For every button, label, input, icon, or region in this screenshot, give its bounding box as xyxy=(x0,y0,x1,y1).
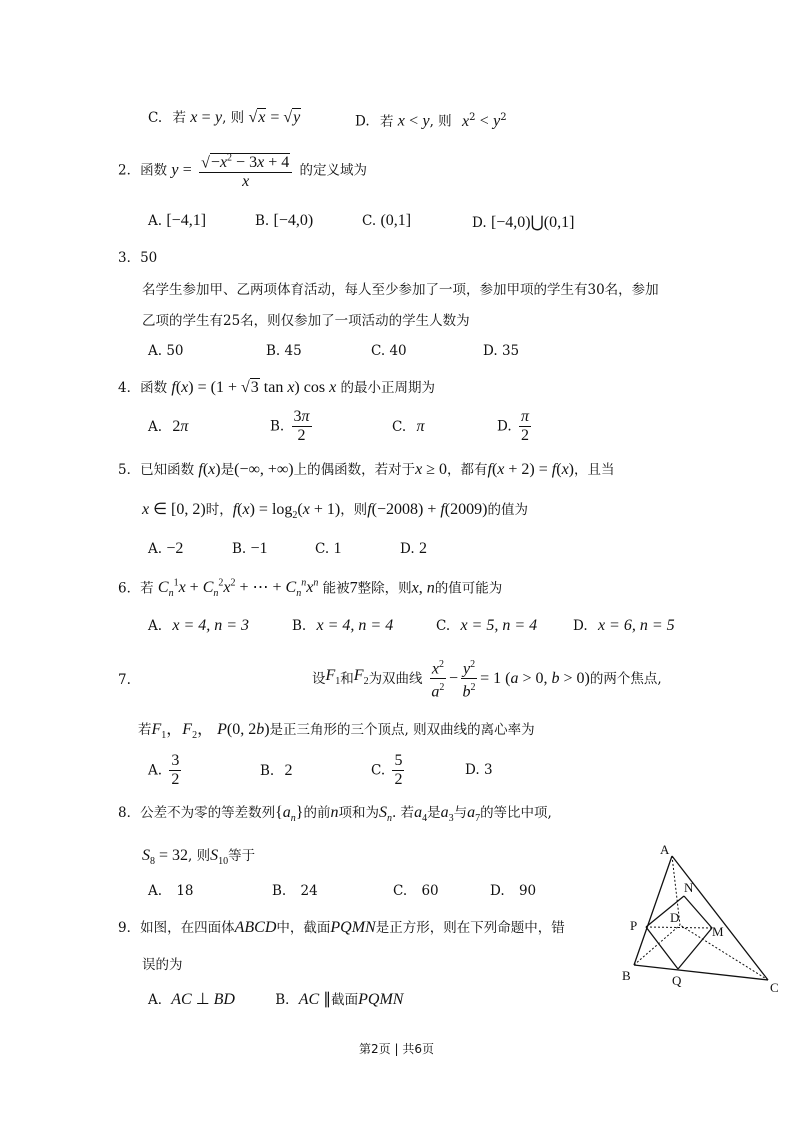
label-b: B xyxy=(622,968,631,983)
q5-option-c: C. 1 xyxy=(315,540,342,557)
question-5-line2: x ∈ [0, 2)时，$f(x) = \log_2(x + 1)$，则f(−2008) + f(2009)的值为 xyxy=(142,501,528,522)
q6-option-d: D. x = 6, n = 5 xyxy=(573,617,675,634)
q6-option-a: A. x = 4, n = 3 xyxy=(148,617,250,634)
q7-option-c: C. $\frac{5}{2}$ xyxy=(371,752,403,788)
label-p: P xyxy=(630,918,638,933)
q5-option-a: A. −2 xyxy=(148,540,184,557)
q2-option-c: C. (0,1] xyxy=(362,212,412,229)
question-9-line1: 9．如图，在四面体ABCD中，截面PQMN是正方形，则在下列命题中，错 xyxy=(118,919,565,936)
question-8-line1: 8．公差不为零的等差数列$\{a_n\}$的前n项和为$S_n$. 若$a_4$是$a_3$与$a_7$的等比中项, xyxy=(118,804,552,825)
question-8-line2: $S_8 = 32$, 则$S_{10}$等于 xyxy=(142,847,256,868)
question-7-line2: 若$F_1$，$F_2$， P(0, 2b)是正三角形的三个顶点, 则双曲线的离心率为 xyxy=(138,721,535,742)
question-4-stem: 4．函数 f(x) = (1 + √3 tan x) cos x 的最小正周期为 xyxy=(118,379,435,396)
question-6-stem: 6．若 $C_n^1x + C_n^2x^2$ + ⋯ + $C_n^nx^n$ 能被7整除，则x, n的值可能为 xyxy=(118,578,503,600)
q4-option-c: C. π xyxy=(392,418,425,435)
question-3-line2: 乙项的学生有25名，则仅参加了一项活动的学生人数为 xyxy=(142,313,470,329)
q8-option-c: C. 60 xyxy=(393,883,439,899)
edge-mn xyxy=(684,896,712,928)
q9-option-b: B．AC ∥截面PQMN xyxy=(275,991,404,1008)
edge-qm xyxy=(678,928,712,969)
q8-option-b: B. 24 xyxy=(272,883,318,899)
label-d: D xyxy=(670,910,680,925)
label-m: M xyxy=(712,924,724,939)
q4-option-a: A. 2π xyxy=(148,418,189,435)
question-2-stem: 2．函数 y = $\frac{√-x^2 - 3x + 4}{x}$ 的定义域为 xyxy=(118,150,367,191)
question-3-line1: 名学生参加甲、乙两项体育活动，每人至少参加了一项，参加甲项的学生有30名，参加 xyxy=(142,282,659,298)
question-9-line2: 误的为 xyxy=(142,957,183,973)
label-n: N xyxy=(684,880,694,895)
q7-option-a: A. $\frac{3}{2}$ xyxy=(148,752,180,788)
label-a: A xyxy=(660,842,670,857)
q2-option-d: D. [−4,0)⋃(0,1] xyxy=(472,214,575,231)
label-q: Q xyxy=(672,973,682,988)
q3-option-c: C. 40 xyxy=(371,343,407,359)
question-7-line1: 设$F_1$和$F_2$为双曲线 $\frac{x^2}{a^2}$ − $\frac{y^2}{b^2}$ = 1 (a > 0, b > 0)的两个焦点, xyxy=(312,656,662,702)
q2-option-a: A. [−4,1] xyxy=(148,212,207,229)
question-5-line1: 5．已知函数 f(x)是(−∞, +∞)上的偶函数，若对于x ≥ 0，都有f(x + 2) = f(x)，且当 xyxy=(118,461,615,478)
q5-option-b: B. −1 xyxy=(232,540,268,557)
question-9-options xyxy=(148,990,403,1010)
q7-option-d: D. 3 xyxy=(465,762,493,778)
q5-option-d: D. 2 xyxy=(400,540,427,557)
q2-option-b: B. [−4,0) xyxy=(255,212,314,229)
edge-pq xyxy=(646,927,678,969)
question-3-number: 3．50 xyxy=(118,250,158,266)
page-footer: 第2页 | 共6页 xyxy=(359,1042,434,1056)
q4-option-d: D. $\frac{\pi}{2}$ xyxy=(497,408,529,444)
q8-option-d: D. 90 xyxy=(490,883,537,899)
q6-option-b: B. x = 4, n = 4 xyxy=(292,617,394,634)
label-c: C xyxy=(770,980,779,995)
edge-bc xyxy=(634,965,768,980)
question-7-number: 7. xyxy=(118,672,131,688)
q3-option-a: A. 50 xyxy=(148,343,184,359)
diagonal-pm xyxy=(646,927,712,928)
q4-option-b: B. $\frac{3\pi}{2}$ xyxy=(270,408,310,444)
edge-ac xyxy=(672,856,768,980)
q3-option-d: D. 35 xyxy=(483,343,520,359)
q1-option-c: C. 若 x = y, 则 √x = √y xyxy=(148,109,301,126)
q7-option-b: B. 2 xyxy=(260,762,293,779)
q8-option-a: A. 18 xyxy=(148,883,194,899)
q3-option-b: B. 45 xyxy=(266,343,302,359)
q9-option-a: A．AC ⊥ BD xyxy=(148,991,235,1008)
q1-option-d: D. 若 x < y, 则 $x^2 < y^2$ xyxy=(355,112,507,130)
q6-option-c: C. x = 5, n = 4 xyxy=(436,617,538,634)
tetrahedron-figure xyxy=(612,840,792,1000)
